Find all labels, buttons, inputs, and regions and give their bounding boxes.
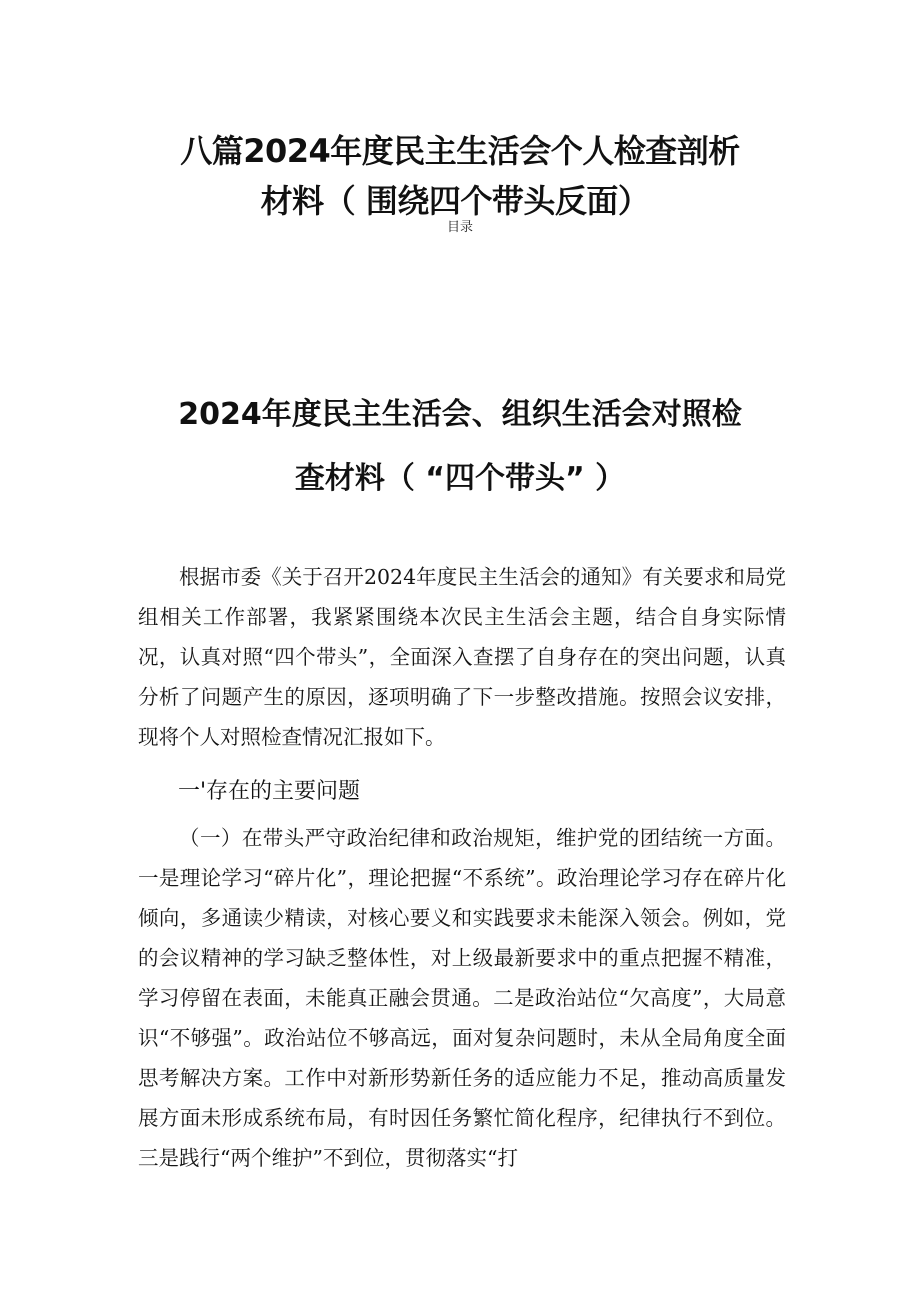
problem-paragraph-block bbox=[138, 818, 786, 1178]
problem-paragraph: （一）在带头严守政治纪律和政治规矩，维护党的团结统一方面。一是理论学习“碎片化”，理论把握“不系统”。政治理论学习存在碎片化倾向，多通读少精读，对核心要义和实践要求未能深入领会。例如，党的会议精神的学习缺乏整体性，对上级最新要求中的重点把握不精准，学习停留在表面，未能真正融会贯通。二是政治站位“欠高度”，大局意识“不够强”。政治站位不够高远，面对复杂问题时，未从全局角度全面思考解决方案。工作中对新形势新任务的适应能力不足，推动高质量发展方面未形成系统布局，有时因任务繁忙简化程序，纪律执行不到位。三是践行“两个维护”不到位，贯彻落实“打 bbox=[138, 826, 786, 1170]
intro-paragraph-block bbox=[138, 557, 786, 757]
document-title-line2: 材料（ 围绕四个带头反面） bbox=[260, 182, 650, 220]
toc-label: 目录 bbox=[446, 220, 473, 235]
section-title-line1: 2024年度民主生活会、组织生活会对照检 bbox=[178, 397, 742, 432]
document-title-line1: 八篇2024年度民主生活会个人检查剖析 bbox=[180, 132, 740, 170]
section-title-line2: 查材料（ “四个带头” ） bbox=[294, 461, 626, 496]
intro-paragraph: 根据市委《关于召开2024年度民主生活会的通知》有关要求和局党组相关工作部署，我紧紧围绕本次民主生活会主题，结合自身实际情况，认真对照“四个带头”，全面深入查摆了自身存在的突出问题，认真分析了问题产生的原因，逐项明确了下一步整改措施。按照会议安排，现将个人对照检查情况汇报如下。 bbox=[138, 565, 786, 749]
section-heading-main-problems: 一'存在的主要问题 bbox=[178, 779, 361, 804]
